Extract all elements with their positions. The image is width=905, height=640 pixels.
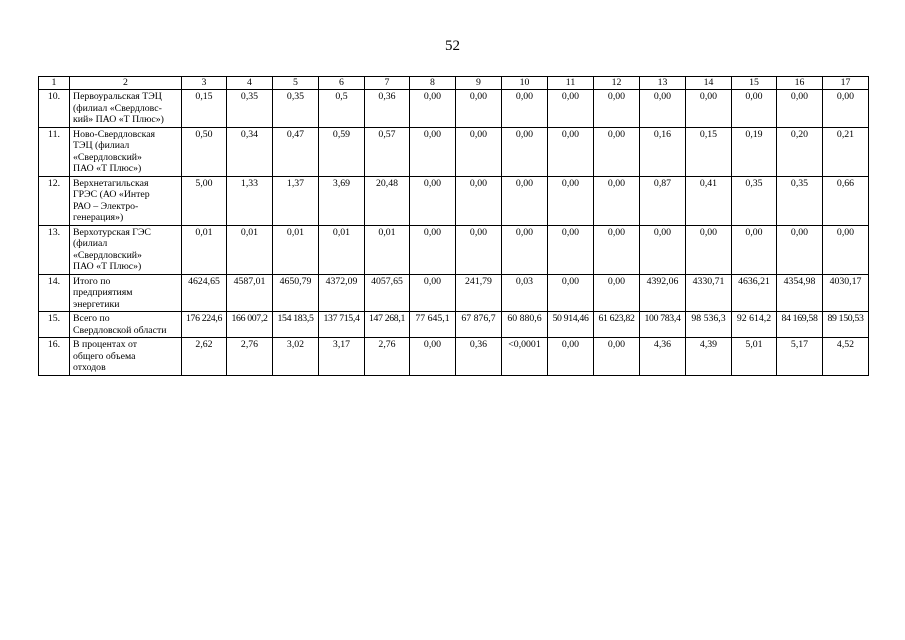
table-cell: 0,35 [227,90,273,128]
row-name-line: общего объема [73,350,136,362]
table-cell: 0,00 [548,338,594,376]
row-name-line: (филиал [73,238,108,249]
column-header: 16 [777,77,823,90]
column-header: 11 [548,77,594,90]
table-cell: 0,00 [686,225,732,274]
table-cell: 0,36 [365,90,410,128]
row-name-line: Ново-Свердловская [73,128,156,140]
table-cell: 3,69 [319,176,365,225]
row-name-line: Всего по [73,313,110,324]
table-cell: 0,34 [227,127,273,176]
table-cell: 0,00 [410,127,456,176]
row-name-line: кий» ПАО «Т Плюс») [73,114,164,125]
table-cell: 0,16 [640,127,686,176]
column-header: 10 [502,77,548,90]
table-cell: 4330,71 [686,274,732,312]
row-name [70,225,182,274]
table-cell: 4392,06 [640,274,686,312]
table-cell: 3,02 [273,338,319,376]
table-cell: 0,01 [273,225,319,274]
table-cell: 0,00 [594,274,640,312]
table-cell: 0,41 [686,176,732,225]
table-cell: 4,36 [640,338,686,376]
column-header: 5 [273,77,319,90]
column-header: 2 [70,77,182,90]
table-cell: 0,00 [640,90,686,128]
row-number: 13. [39,225,70,274]
table-cell: 4587,01 [227,274,273,312]
table-cell: 0,36 [456,338,502,376]
table-cell: 154 183,5 [273,312,319,338]
table-cell: 4,52 [823,338,869,376]
page-number: 52 [445,38,460,54]
row-name-line: ТЭЦ (филиал [73,140,130,151]
table-cell: 0,57 [365,127,410,176]
table-cell: 2,76 [365,338,410,376]
table-cell: 0,00 [410,274,456,312]
table-cell: 0,00 [686,90,732,128]
row-name-line: ГРЭС (АО «Интер [73,189,150,200]
row-number: 11. [39,127,70,176]
column-header: 1 [39,77,70,90]
table-row [39,274,869,312]
table-cell: 0,00 [502,176,548,225]
table-cell: 1,33 [227,176,273,225]
table-cell: 0,00 [456,90,502,128]
table-cell: 0,00 [594,90,640,128]
table-cell: 0,00 [640,225,686,274]
row-number: 10. [39,90,70,128]
table-cell: 0,01 [319,225,365,274]
table-cell: 0,00 [594,176,640,225]
table-cell: 0,20 [777,127,823,176]
table-cell: 0,87 [640,176,686,225]
column-header: 12 [594,77,640,90]
row-number: 12. [39,176,70,225]
row-name-line: (филиал «Свердловс- [73,102,162,114]
table-cell: 84 169,58 [777,312,823,338]
table-cell: 0,00 [410,338,456,376]
table-cell: 0,01 [182,225,227,274]
table-cell: 0,00 [548,225,594,274]
table-row [39,338,869,376]
table-cell: 0,00 [732,90,777,128]
column-header: 3 [182,77,227,90]
table-cell: 0,00 [502,225,548,274]
table-cell: 4,39 [686,338,732,376]
table-cell: 0,00 [732,225,777,274]
table-cell: 0,00 [548,176,594,225]
table-row [39,312,869,338]
table-cell: 0,59 [319,127,365,176]
row-name-line: Верхнетагильская [73,177,149,189]
table-cell: 0,00 [410,176,456,225]
table-row [39,90,869,128]
table-cell: 0,66 [823,176,869,225]
table-cell: 0,35 [732,176,777,225]
table-cell: 166 007,2 [227,312,273,338]
row-name-line: Первоуральская ТЭЦ [73,91,162,102]
table-cell: 2,76 [227,338,273,376]
table-cell: 0,00 [594,127,640,176]
table-cell: 0,00 [548,127,594,176]
table-cell: 0,5 [319,90,365,128]
column-header: 8 [410,77,456,90]
row-name [70,274,182,312]
table-cell: 0,00 [456,176,502,225]
column-header: 13 [640,77,686,90]
table-cell: 0,00 [823,90,869,128]
table-cell: 176 224,6 [182,312,227,338]
data-table [38,76,869,376]
row-name-line: энергетики [73,298,120,310]
row-name-line: Итого по [73,275,111,287]
row-name [70,312,182,338]
table-cell: 241,79 [456,274,502,312]
row-number: 15. [39,312,70,338]
table-cell: 3,17 [319,338,365,376]
column-header: 9 [456,77,502,90]
table-cell: 4372,09 [319,274,365,312]
table-cell: 0,15 [686,127,732,176]
row-name-line: РАО – Электро- [73,200,139,212]
table-cell: 4030,17 [823,274,869,312]
row-name-line: В процентах от [73,339,138,350]
table-cell: 4650,79 [273,274,319,312]
table-cell: 0,00 [823,225,869,274]
column-header: 17 [823,77,869,90]
row-name [70,90,182,128]
row-number: 14. [39,274,70,312]
table-body [39,77,869,376]
table-cell: 0,00 [502,90,548,128]
column-header: 4 [227,77,273,90]
table-cell: 137 715,4 [319,312,365,338]
table-cell: 147 268,1 [365,312,410,338]
table-cell: 0,35 [273,90,319,128]
table-cell: 0,50 [182,127,227,176]
table-cell: 4354,98 [777,274,823,312]
table-cell: 0,00 [594,338,640,376]
table-cell: 0,00 [410,225,456,274]
table-cell: 0,19 [732,127,777,176]
table-row [39,127,869,176]
table-cell: 0,00 [502,127,548,176]
column-header: 6 [319,77,365,90]
table-cell: 92 614,2 [732,312,777,338]
table-cell: 2,62 [182,338,227,376]
row-name-line: «Свердловский» [73,151,142,163]
row-name [70,338,182,376]
table-cell: 0,00 [456,127,502,176]
table-cell: 0,00 [410,90,456,128]
table-cell: 0,47 [273,127,319,176]
row-name [70,127,182,176]
column-header: 7 [365,77,410,90]
table-cell: 77 645,1 [410,312,456,338]
table-cell: 0,00 [548,274,594,312]
row-name-line: ПАО «Т Плюс») [73,261,142,272]
table-cell: 89 150,53 [823,312,869,338]
table-cell: 5,00 [182,176,227,225]
table-cell: 60 880,6 [502,312,548,338]
table-cell: 4636,21 [732,274,777,312]
table-cell: 0,00 [548,90,594,128]
table-cell: 0,00 [777,90,823,128]
table-cell: 0,00 [777,225,823,274]
row-name-line: предприятиям [73,287,133,298]
table-cell: 0,21 [823,127,869,176]
table-cell: 1,37 [273,176,319,225]
table-cell: 0,15 [182,90,227,128]
header-row [39,77,869,90]
table-cell: 98 536,3 [686,312,732,338]
table-cell: 0,00 [594,225,640,274]
row-name [70,176,182,225]
table-cell: 0,00 [456,225,502,274]
row-number: 16. [39,338,70,376]
table-row [39,176,869,225]
table-cell: 50 914,46 [548,312,594,338]
row-name-line: Свердловской области [73,324,167,336]
table-cell: 67 876,7 [456,312,502,338]
row-name-line: отходов [73,362,106,373]
row-name-line: «Свердловский» [73,249,142,261]
table-cell: 0,35 [777,176,823,225]
column-header: 15 [732,77,777,90]
table-cell: 20,48 [365,176,410,225]
table-cell: 100 783,4 [640,312,686,338]
table-cell: 4624,65 [182,274,227,312]
row-name-line: ПАО «Т Плюс») [73,163,142,174]
table-cell: 5,01 [732,338,777,376]
table-cell: 61 623,82 [594,312,640,338]
table-cell: 0,01 [365,225,410,274]
column-header: 14 [686,77,732,90]
row-name-line: генерация») [73,212,124,223]
table-row [39,225,869,274]
table-cell: 0,01 [227,225,273,274]
table-cell: 5,17 [777,338,823,376]
row-name-line: Верхотурская ГЭС [73,226,151,238]
table-cell: 0,03 [502,274,548,312]
table-cell: <0,0001 [502,338,548,376]
table-cell: 4057,65 [365,274,410,312]
